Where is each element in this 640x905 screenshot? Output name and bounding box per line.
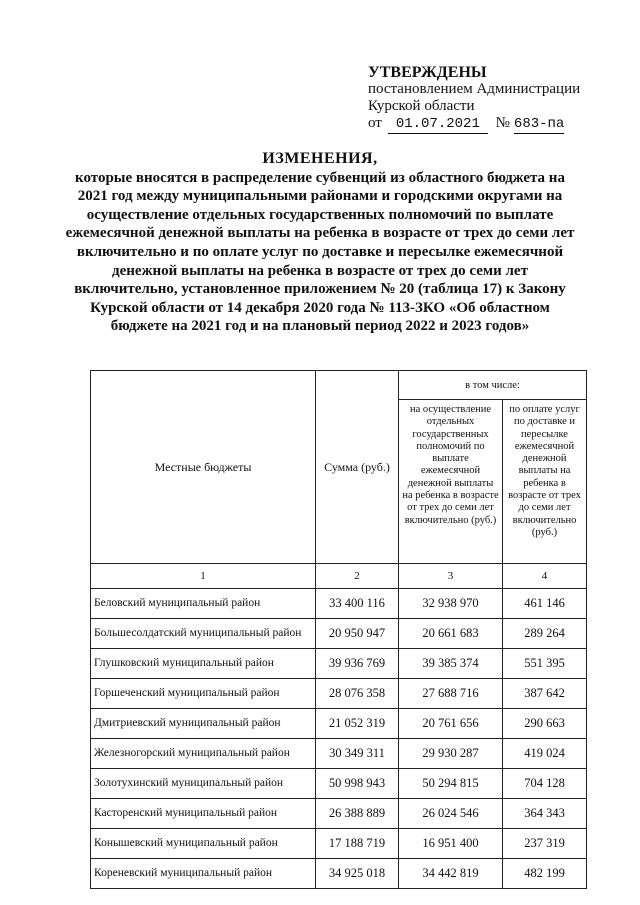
column-number: 1 bbox=[91, 564, 316, 589]
row-sum: 34 925 018 bbox=[316, 859, 399, 889]
row-col3: 20 661 683 bbox=[399, 619, 503, 649]
row-col3: 29 930 287 bbox=[399, 739, 503, 769]
table-row bbox=[91, 679, 587, 709]
number-label: № bbox=[495, 115, 510, 131]
table-row bbox=[91, 619, 587, 649]
row-col4: 290 663 bbox=[503, 709, 587, 739]
table-header-row bbox=[91, 371, 587, 400]
header-local-budgets: Местные бюджеты bbox=[91, 371, 316, 564]
row-name: Кореневский муниципальный район bbox=[91, 859, 316, 889]
row-name: Золотухинский муниципальный район bbox=[91, 769, 316, 799]
header-delivery: по оплате услуг по доставке и пересылке ежемесячной денежной выплаты на ребенка в возрасте от трех до семи лет включительно (руб.) bbox=[503, 400, 587, 564]
row-name: Дмитриевский муниципальный район bbox=[91, 709, 316, 739]
approval-block bbox=[368, 64, 618, 134]
row-col4: 482 199 bbox=[503, 859, 587, 889]
row-name: Большесолдатский муниципальный район bbox=[91, 619, 316, 649]
approval-line-1: постановлением Администрации bbox=[368, 81, 581, 97]
document-subtitle: которые вносятся в распределение субвенций из областного бюджета на 2021 год между муниципальными районами и городскими округами на осуществление отдельных государственных полномочий по выплате ежемесячной денежной выплаты на ребенка в возрасте от трех до семи лет включительно и по оплате услуг по доставке и пересылке ежемесячной денежной выплаты на ребенка в возрасте от трех до семи лет включительно, установленное приложением № 20 (таблица 17) к Закону Курской области от 14 декабря 2020 года № 113-ЗКО «Об областном бюджете на 2021 год и на плановый период 2022 и 2023 годов» bbox=[65, 169, 575, 335]
row-sum: 30 349 311 bbox=[316, 739, 399, 769]
row-sum: 21 052 319 bbox=[316, 709, 399, 739]
row-name: Касторенский муниципальный район bbox=[91, 799, 316, 829]
row-col4: 551 395 bbox=[503, 649, 587, 679]
row-col3: 32 938 970 bbox=[399, 589, 503, 619]
document-heading bbox=[60, 150, 580, 336]
row-sum: 33 400 116 bbox=[316, 589, 399, 619]
row-col4: 704 128 bbox=[503, 769, 587, 799]
budget-table bbox=[90, 370, 587, 889]
header-payments: на осуществление отдельных государственных полномочий по выплате ежемесячной денежной выплаты на ребенка в возрасте от трех до семи лет включительно (руб.) bbox=[399, 400, 503, 564]
row-sum: 26 388 889 bbox=[316, 799, 399, 829]
row-sum: 20 950 947 bbox=[316, 619, 399, 649]
from-label: от bbox=[368, 115, 382, 131]
row-name: Железногорский муниципальный район bbox=[91, 739, 316, 769]
row-col3: 27 688 716 bbox=[399, 679, 503, 709]
column-number: 3 bbox=[399, 564, 503, 589]
row-name: Горшеченский муниципальный район bbox=[91, 679, 316, 709]
row-col3: 50 294 815 bbox=[399, 769, 503, 799]
row-col3: 20 761 656 bbox=[399, 709, 503, 739]
row-name: Конышевский муниципальный район bbox=[91, 829, 316, 859]
table-row bbox=[91, 709, 587, 739]
header-including: в том числе: bbox=[399, 371, 587, 400]
approval-line-2: Курской области bbox=[368, 98, 475, 114]
document-title: ИЗМЕНЕНИЯ, bbox=[262, 150, 378, 167]
column-number: 4 bbox=[503, 564, 587, 589]
row-col3: 39 385 374 bbox=[399, 649, 503, 679]
approval-date: 01.07.2021 bbox=[388, 116, 488, 134]
row-name: Глушковский муниципальный район bbox=[91, 649, 316, 679]
table-row bbox=[91, 799, 587, 829]
table-row bbox=[91, 739, 587, 769]
header-sum: Сумма (руб.) bbox=[316, 371, 399, 564]
row-name: Беловский муниципальный район bbox=[91, 589, 316, 619]
row-col4: 419 024 bbox=[503, 739, 587, 769]
row-col3: 16 951 400 bbox=[399, 829, 503, 859]
table-row bbox=[91, 589, 587, 619]
table-row bbox=[91, 769, 587, 799]
table-row bbox=[91, 829, 587, 859]
column-numbers-row bbox=[91, 564, 587, 589]
row-col4: 364 343 bbox=[503, 799, 587, 829]
column-number: 2 bbox=[316, 564, 399, 589]
row-col4: 461 146 bbox=[503, 589, 587, 619]
row-sum: 28 076 358 bbox=[316, 679, 399, 709]
table-row bbox=[91, 859, 587, 889]
row-col3: 34 442 819 bbox=[399, 859, 503, 889]
approval-title: УТВЕРЖДЕНЫ bbox=[368, 64, 487, 81]
row-sum: 17 188 719 bbox=[316, 829, 399, 859]
row-col3: 26 024 546 bbox=[399, 799, 503, 829]
row-sum: 50 998 943 bbox=[316, 769, 399, 799]
row-col4: 289 264 bbox=[503, 619, 587, 649]
approval-date-line bbox=[368, 115, 618, 134]
table-row bbox=[91, 649, 587, 679]
row-col4: 237 319 bbox=[503, 829, 587, 859]
row-col4: 387 642 bbox=[503, 679, 587, 709]
approval-number: 683-па bbox=[513, 116, 565, 132]
row-sum: 39 936 769 bbox=[316, 649, 399, 679]
